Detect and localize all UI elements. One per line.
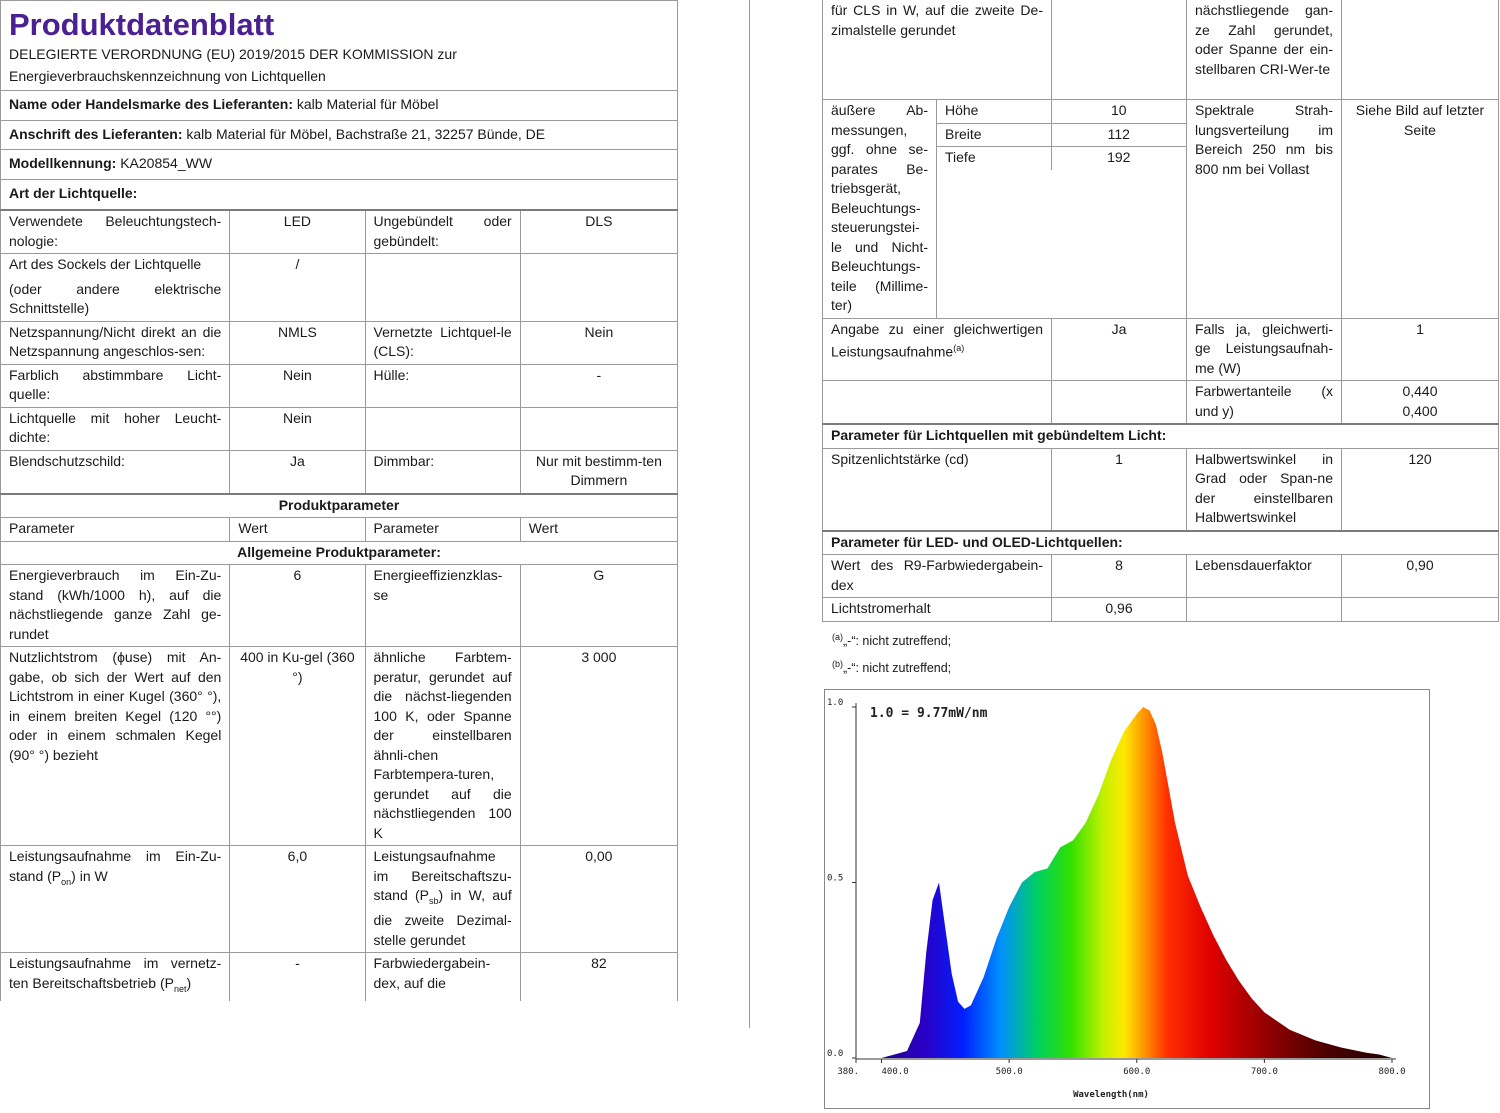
power-on-label-a: Leistungsaufnahme im Ein-Zu-stand (P: [9, 848, 222, 884]
chromaticity-label: Farbwertanteile (x und y): [1187, 381, 1342, 425]
model-value: KA20854_WW: [120, 155, 213, 171]
spectrum-chart: [824, 689, 1430, 1109]
housing-label: Hülle:: [365, 364, 520, 407]
tech-label: Verwendete Beleuchtungstech-nologie:: [1, 210, 230, 254]
networked-standby-label-cont: für CLS in W, auf die zweite De-zimalstelle gerundet: [823, 0, 1052, 100]
product-sheet-table-right: [822, 0, 1499, 622]
x-axis-label: Wavelength(nm): [1073, 1090, 1149, 1100]
supplier-address-row: [1, 120, 678, 150]
antiglare-label: Blendschutzschild:: [1, 450, 230, 494]
standby-label: [365, 846, 520, 953]
equivalent-power-claim-value: Ja: [1052, 318, 1187, 381]
chromaticity-y: 0,400: [1402, 402, 1438, 419]
footnote-b-text: „-“: nicht zutreffend;: [843, 660, 952, 675]
regulation-line-1: DELEGIERTE VERORDNUNG (EU) 2019/2015 DER KOMMISSION zur: [9, 46, 457, 62]
right-column: [822, 0, 1498, 680]
tunable-label: Farblich abstimmbare Licht-quelle:: [1, 364, 230, 407]
footnote-a: [822, 626, 1498, 653]
empty-cell: [1052, 381, 1187, 425]
tech-value: LED: [230, 210, 365, 254]
header-cell: [1, 1, 678, 91]
peak-intensity-label: Spitzenlichtstärke (cd): [823, 448, 1052, 531]
dimensions-cell: [937, 100, 1187, 319]
x-tick-label: 600.0: [1123, 1067, 1151, 1077]
lumen-maintenance-value: 0,96: [1052, 598, 1187, 622]
mains-label: Netzspannung/Nicht direkt an die Netzspannung angeschlos-sen:: [1, 321, 230, 364]
product-params-header: Produktparameter: [1, 494, 678, 518]
high-luminance-label: Lichtquelle mit hoher Leucht-dichte:: [1, 407, 230, 450]
survival-factor-value: 0,90: [1342, 555, 1499, 598]
cls-label: Vernetzte Lichtquel-le (CLS):: [365, 321, 520, 364]
cct-value: 3 000: [520, 647, 677, 846]
footnote-a-text: „-“: nicht zutreffend;: [843, 633, 952, 648]
empty-cell: [520, 407, 677, 450]
empty-cell: [365, 407, 520, 450]
footnote-b: [822, 653, 1498, 680]
x-tick-label: 380.: [837, 1067, 859, 1077]
networked-standby-label-a: Leistungsaufnahme im vernetz-ten Bereitschaftsbetrieb (P: [9, 955, 222, 991]
equivalent-power-value: 1: [1342, 318, 1499, 381]
footnote-b-mark: (b): [832, 658, 843, 669]
empty-cell: [1342, 0, 1499, 100]
empty-cell: [823, 381, 1052, 425]
high-luminance-value: Nein: [230, 407, 365, 450]
beam-angle-label: Halbwertswinkel in Grad oder Span-ne der einstellbaren Halbwertswinkel: [1187, 448, 1342, 531]
flux-label: Nutzlichtstrom (ϕuse) mit An-gabe, ob sich der Wert auf den Lichtstrom in einer Kugel (360° °), in einem breiten Kegel (120 °°) oder in einem schmalen Kegel (90° °) bezieht: [1, 647, 230, 846]
x-tick-label: 500.0: [995, 1067, 1023, 1077]
energy-value: 6: [230, 565, 365, 647]
socket-label-cell: [1, 254, 230, 322]
mains-value: NMLS: [230, 321, 365, 364]
light-type-label: Art der Lichtquelle:: [1, 179, 678, 210]
supplier-address-label: Anschrift des Lieferanten:: [9, 125, 183, 142]
energy-label: Energieverbrauch im Ein-Zu-stand (kWh/1000 h), auf die nächstliegende ganze Zahl ge-rundet: [1, 565, 230, 647]
general-params-header: Allgemeine Produktparameter:: [1, 541, 678, 565]
focus-label: Ungebündelt oder gebündelt:: [365, 210, 520, 254]
width-value: 112: [1051, 123, 1186, 147]
cct-label: ähnliche Farbtem-peratur, gerundet auf die nächst-liegenden 100 K, oder Spanne der einstellbaren ähnli-chen Farbtempera-turen, gerundet auf die nächstliegenden 100 K: [365, 647, 520, 846]
x-tick-label: 700.0: [1250, 1067, 1278, 1077]
dimensions-label: äußere Ab-messungen, ggf. ohne se-parates Be-triebsgerät, Beleuchtungs-steuerungstei-le und Nicht-Beleuchtungs-teile (Millime-ter): [823, 100, 937, 319]
empty-cell: [365, 254, 520, 322]
dimensions-subtable: [937, 100, 1186, 170]
empty-cell: [1342, 598, 1499, 622]
antiglare-value: Ja: [230, 450, 365, 494]
standby-label-a: Leistungsaufnahme im Bereitschaftszu-stand (P: [373, 848, 512, 903]
footnote-ref-a: (a): [953, 343, 965, 353]
depth-label: Tiefe: [937, 147, 1051, 170]
r9-value: 8: [1052, 555, 1187, 598]
x-tick-label: 800.0: [1378, 1067, 1406, 1077]
standby-sub: sb: [429, 895, 439, 906]
spectral-value: Siehe Bild auf letzter Seite: [1342, 100, 1499, 319]
dimmable-label: Dimmbar:: [365, 450, 520, 494]
dimmable-value: Nur mit bestimm-ten Dimmern: [520, 450, 677, 494]
y-tick-label: 1.0: [827, 698, 844, 708]
chromaticity-x: 0,440: [1402, 383, 1438, 399]
tunable-value: Nein: [230, 364, 365, 407]
spectrum-chart-svg: [824, 689, 1430, 1109]
supplier-name-value: kalb Material für Möbel: [296, 96, 439, 112]
col-value-header: Wert: [520, 518, 677, 542]
supplier-name-label: Name oder Handelsmarke des Lieferanten:: [9, 96, 293, 112]
flux-value: 400 in Ku-gel (360 °): [230, 647, 365, 846]
column-divider: [749, 0, 750, 1028]
model-row: [1, 150, 678, 180]
directional-params-header: Parameter für Lichtquellen mit gebündeltem Licht:: [823, 424, 1499, 448]
energy-class-value: G: [520, 565, 677, 647]
networked-standby-sub: net: [173, 983, 187, 994]
x-tick-label: 400.0: [881, 1067, 909, 1077]
networked-standby-label: [1, 953, 230, 1001]
power-on-label-b: ) in W: [71, 867, 108, 884]
survival-factor-label: Lebensdauerfaktor: [1187, 555, 1342, 598]
supplier-address-value: kalb Material für Möbel, Bachstraße 21, 32257 Bünde, DE: [186, 125, 546, 142]
depth-value: 192: [1107, 149, 1131, 165]
spectral-label: Spektrale Strah-lungsverteilung im Bereich 250 nm bis 800 nm bei Vollast: [1187, 100, 1342, 319]
networked-standby-label-b: ): [186, 974, 192, 991]
y-tick-label: 0.0: [827, 1049, 844, 1059]
socket-label-2: (oder andere elektrische Schnittstelle): [9, 280, 222, 316]
col-param-header: Parameter: [1, 518, 230, 542]
focus-value: DLS: [520, 210, 677, 254]
standby-value: 0,00: [520, 846, 677, 953]
chart-title: 1.0 = 9.77mW/nm: [870, 706, 988, 721]
equivalent-power-claim-text: Angabe zu einer gleichwertigen Leistungsaufnahme: [831, 320, 1043, 360]
beam-angle-value: 120: [1342, 448, 1499, 531]
chromaticity-cell: [1342, 381, 1499, 425]
equivalent-power-claim-label: [823, 318, 1052, 381]
led-params-header: Parameter für LED- und OLED-Lichtquellen:: [823, 531, 1499, 555]
r9-label: Wert des R9-Farbwiedergabein-dex: [823, 555, 1052, 598]
col-param-header: Parameter: [365, 518, 520, 542]
standby-label-b: ) in W, auf die zweite Dezimal-stelle gerundet: [373, 887, 512, 948]
height-label: Höhe: [937, 100, 1051, 123]
left-column: [0, 0, 678, 1001]
footnote-a-mark: (a): [832, 631, 843, 642]
model-label: Modellkennung:: [9, 155, 117, 171]
power-on-label: [1, 846, 230, 953]
power-on-sub: on: [61, 876, 72, 887]
socket-value: /: [230, 254, 365, 322]
empty-cell: [1187, 598, 1342, 622]
networked-standby-value: -: [230, 953, 365, 1001]
empty-cell: [1052, 0, 1187, 100]
lumen-maintenance-label: Lichtstromerhalt: [823, 598, 1052, 622]
cri-label: Farbwiedergabein-dex, auf die: [365, 953, 520, 1001]
equivalent-power-label: Falls ja, gleichwerti-ge Leistungsaufnah-me (W): [1187, 318, 1342, 381]
y-tick-label: 0.5: [827, 873, 844, 884]
document-title: Produktdatenblatt: [9, 7, 275, 42]
height-value: 10: [1051, 100, 1186, 123]
regulation-line-2: Energieverbrauchskennzeichnung von Lichtquellen: [9, 68, 326, 84]
cri-label-cont: nächstliegende gan-ze Zahl gerundet, oder Spanne der ein-stellbaren CRI-Wer-te: [1187, 0, 1342, 100]
empty-cell: [520, 254, 677, 322]
col-value-header: Wert: [230, 518, 365, 542]
product-sheet-table-left: [0, 0, 678, 1001]
power-on-value: 6,0: [230, 846, 365, 953]
cls-value: Nein: [520, 321, 677, 364]
socket-label-1: Art des Sockels der Lichtquelle: [9, 256, 202, 272]
width-label: Breite: [937, 123, 1051, 147]
supplier-name-row: [1, 91, 678, 121]
peak-intensity-value: 1: [1052, 448, 1187, 531]
housing-value: -: [520, 364, 677, 407]
energy-class-label: Energieeffizienzklas-se: [365, 565, 520, 647]
cri-value: 82: [520, 953, 677, 1001]
